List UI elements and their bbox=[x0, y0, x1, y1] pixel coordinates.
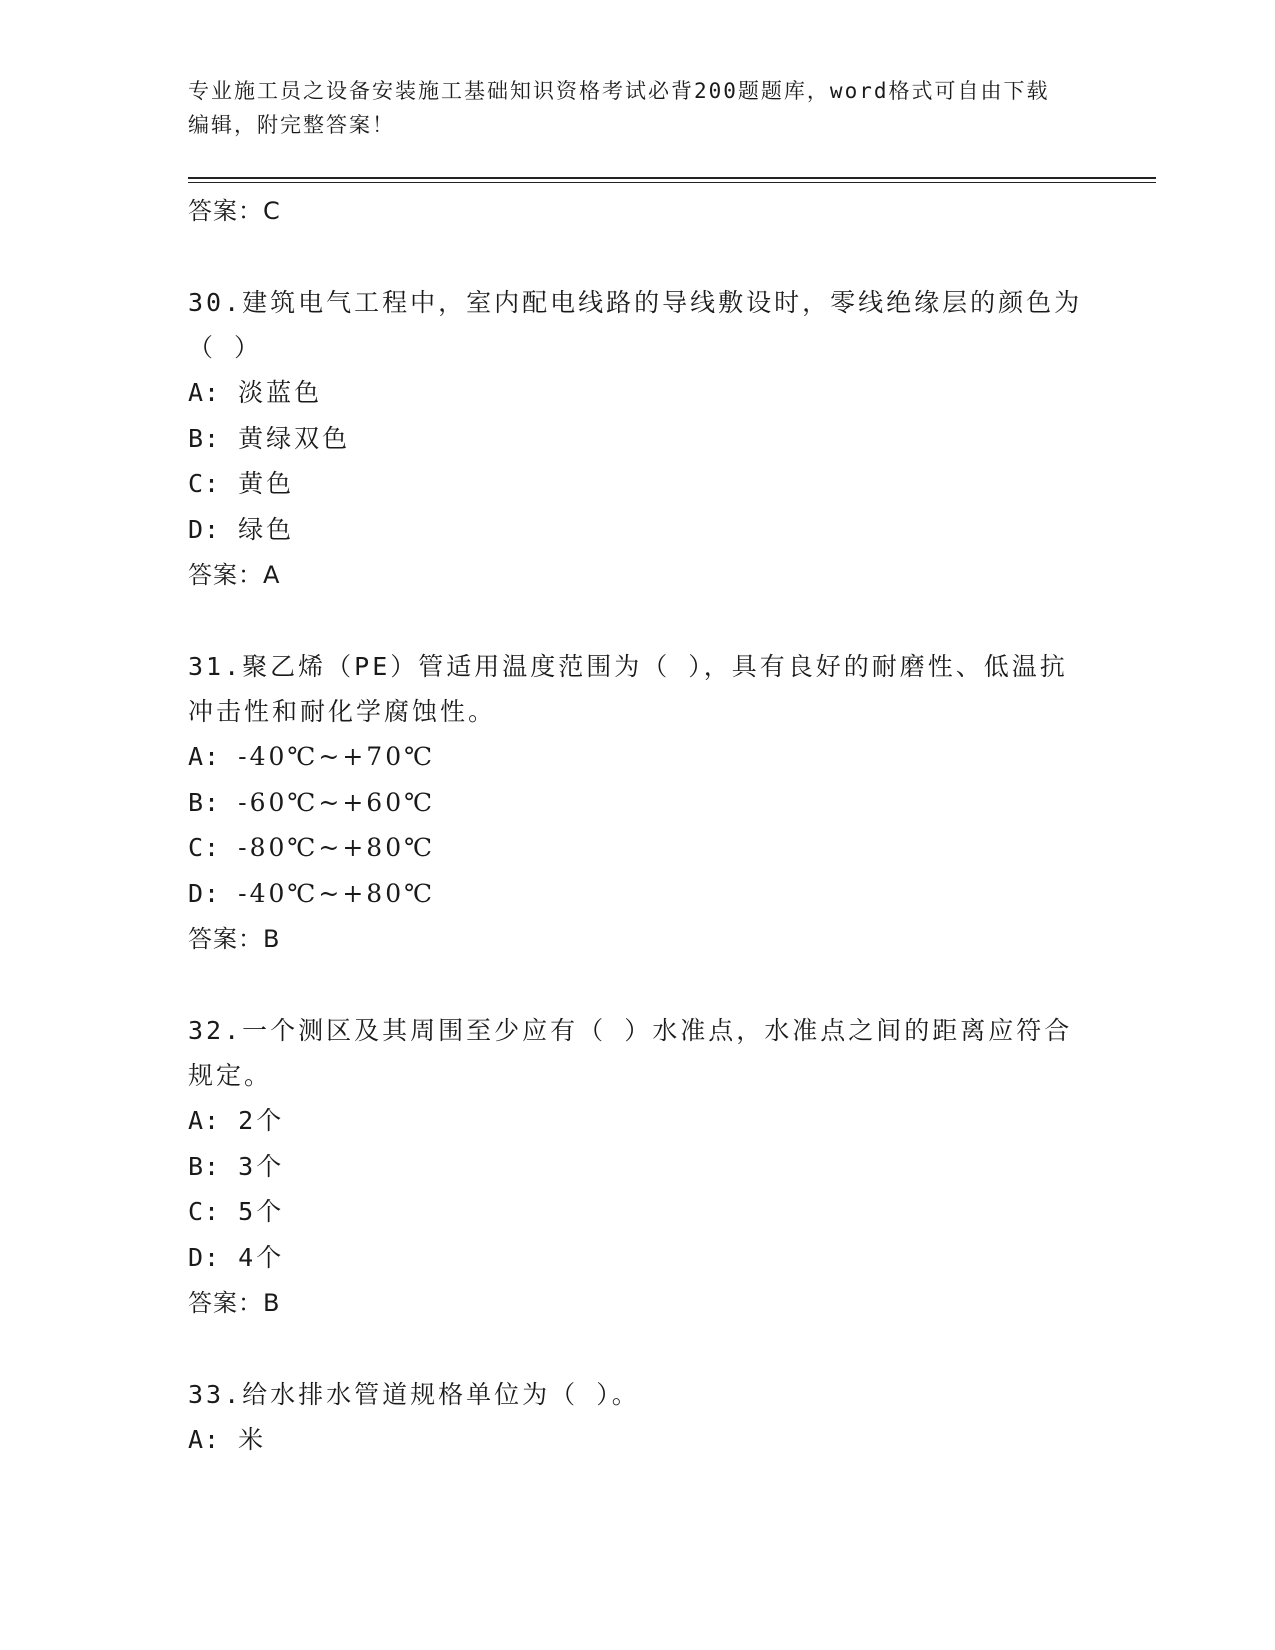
option-text: -80℃~+80℃ bbox=[238, 833, 436, 862]
option-text: 黄色 bbox=[238, 469, 295, 498]
question-item bbox=[188, 644, 1088, 962]
question-list bbox=[188, 188, 1088, 1463]
spacer bbox=[188, 1326, 1088, 1372]
question-item bbox=[188, 1008, 1088, 1326]
spacer bbox=[188, 598, 1088, 644]
option-a bbox=[188, 1417, 1088, 1463]
option-letter: C: bbox=[188, 469, 221, 498]
option-b bbox=[188, 1144, 1088, 1190]
option-text: -40℃~+70℃ bbox=[238, 742, 436, 771]
option-c bbox=[188, 461, 1088, 507]
option-d bbox=[188, 1235, 1088, 1281]
question-text: 31.聚乙烯（PE）管适用温度范围为（ ），具有良好的耐磨性、低温抗冲击性和耐化学腐蚀性。 bbox=[188, 652, 1068, 726]
option-letter: D: bbox=[188, 1242, 221, 1272]
option-text: 5个 bbox=[238, 1197, 285, 1226]
spacer bbox=[188, 234, 1088, 280]
option-letter: A: bbox=[188, 1425, 221, 1454]
option-b bbox=[188, 416, 1088, 462]
header-rule-thick bbox=[188, 177, 1156, 179]
option-letter: B: bbox=[188, 1151, 221, 1181]
option-a bbox=[188, 734, 1088, 780]
option-letter: A: bbox=[188, 742, 221, 771]
header-rule-thin bbox=[188, 182, 1156, 183]
answer-line: 答案：C bbox=[188, 197, 281, 225]
option-a bbox=[188, 370, 1088, 416]
document-header: 专业施工员之设备安装施工基础知识资格考试必背200题题库，word格式可自由下载编辑，附完整答案！ bbox=[188, 79, 1050, 137]
option-letter: D: bbox=[188, 878, 221, 908]
question-text: 33.给水排水管道规格单位为（ ）。 bbox=[188, 1380, 640, 1409]
option-text: 黄绿双色 bbox=[238, 423, 351, 453]
option-b bbox=[188, 780, 1088, 826]
question-item bbox=[188, 1372, 1088, 1463]
option-letter: C: bbox=[188, 1197, 221, 1226]
option-text: 米 bbox=[238, 1425, 267, 1454]
option-d bbox=[188, 871, 1088, 917]
option-c bbox=[188, 1189, 1088, 1235]
option-text: -40℃~+80℃ bbox=[238, 878, 436, 908]
option-letter: B: bbox=[188, 787, 221, 817]
option-d bbox=[188, 507, 1088, 553]
answer-line: 答案：B bbox=[188, 925, 281, 953]
option-text: 2个 bbox=[238, 1106, 285, 1135]
option-letter: D: bbox=[188, 514, 221, 544]
option-a bbox=[188, 1098, 1088, 1144]
question-item bbox=[188, 280, 1088, 598]
option-letter: B: bbox=[188, 423, 221, 453]
option-text: 绿色 bbox=[238, 514, 295, 544]
answer-line: 答案：B bbox=[188, 1289, 281, 1317]
option-c bbox=[188, 825, 1088, 871]
option-text: 4个 bbox=[238, 1242, 285, 1272]
answer-line: 答案：A bbox=[188, 561, 281, 589]
question-text: 32.一个测区及其周围至少应有（ ）水准点，水准点之间的距离应符合规定。 bbox=[188, 1016, 1073, 1090]
option-text: -60℃~+60℃ bbox=[238, 787, 436, 817]
spacer bbox=[188, 962, 1088, 1008]
question-text: 30.建筑电气工程中，室内配电线路的导线敷设时，零线绝缘层的颜色为（ ） bbox=[188, 288, 1083, 362]
option-letter: C: bbox=[188, 833, 221, 862]
option-letter: A: bbox=[188, 1106, 221, 1135]
option-text: 3个 bbox=[238, 1151, 285, 1181]
option-text: 淡蓝色 bbox=[238, 378, 323, 407]
option-letter: A: bbox=[188, 378, 221, 407]
